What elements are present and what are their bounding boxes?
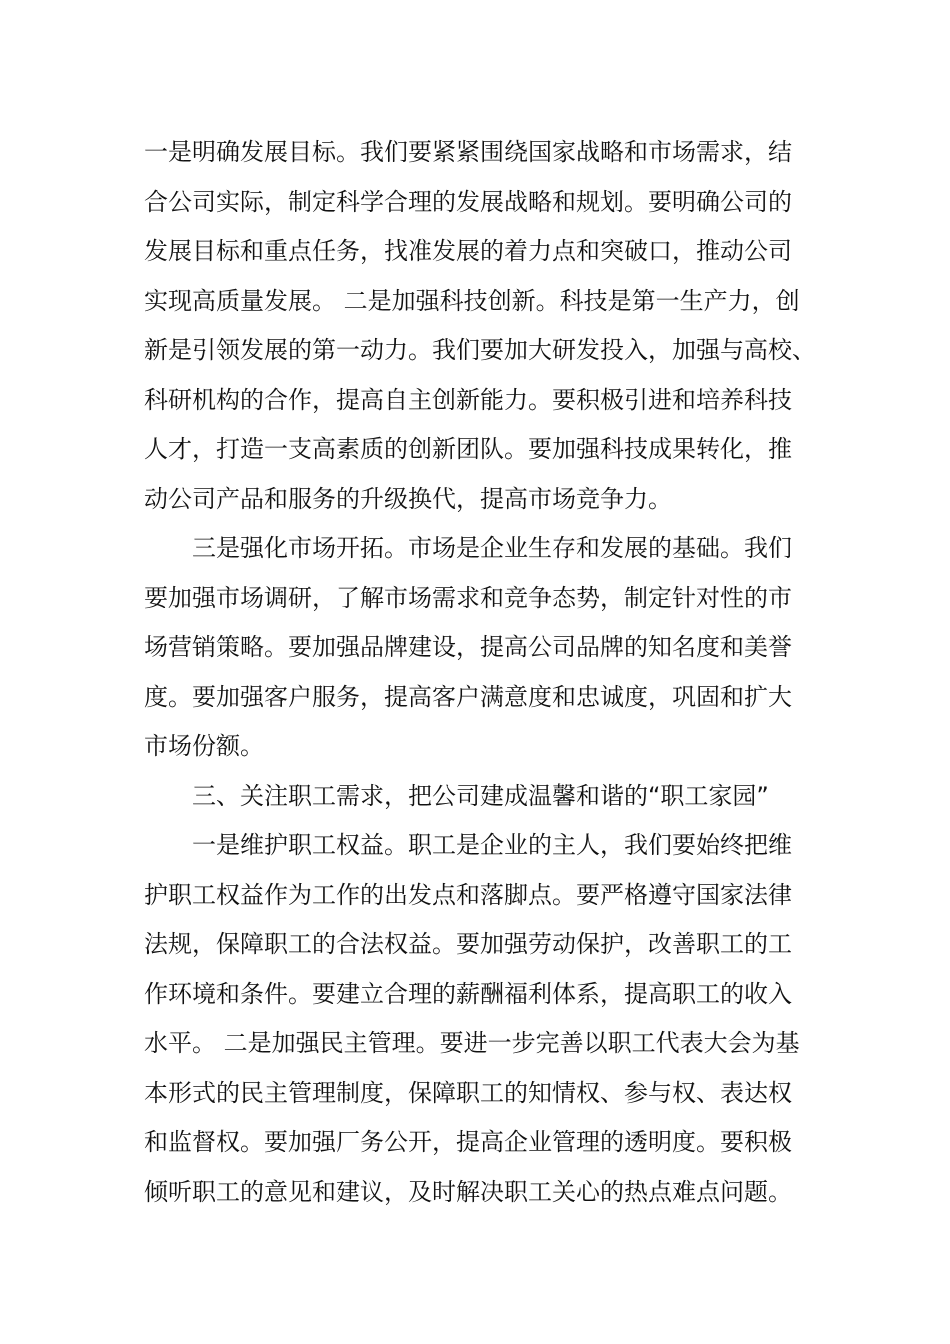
text-line: 本形式的民主管理制度，保障职工的知情权、参与权、表达权 xyxy=(144,1078,792,1107)
text-line: 水平。 二是加强民主管理。要进一步完善以职工代表大会为基 xyxy=(144,1029,800,1057)
text-line: 动公司产品和服务的升级换代，提高市场竞争力。 xyxy=(144,484,672,513)
text-line: 倾听职工的意见和建议，及时解决职工关心的热点难点问题。 xyxy=(144,1177,792,1206)
text-line: 一是明确发展目标。我们要紧紧围绕国家战略和市场需求，结 xyxy=(144,138,792,166)
text-line: 科研机构的合作，提高自主创新能力。要积极引进和培养科技 xyxy=(144,385,792,414)
text-line: 人才，打造一支高素质的创新团队。要加强科技成果转化，推 xyxy=(144,435,792,463)
text-line: 市场份额。 xyxy=(144,732,264,760)
text-line: 护职工权益作为工作的出发点和落脚点。要严格遵守国家法律 xyxy=(144,880,792,909)
body-text xyxy=(144,128,824,1217)
text-line: 新是引领发展的第一动力。我们要加大研发投入，加强与高校、 xyxy=(144,336,816,364)
section-heading: 三、关注职工需求，把公司建成温馨和谐的“职工家园” xyxy=(144,781,769,810)
text-line: 和监督权。要加强厂务公开，提高企业管理的透明度。要积极 xyxy=(144,1128,792,1156)
text-line: 作环境和条件。要建立合理的薪酬福利体系，提高职工的收入 xyxy=(144,979,792,1008)
text-line: 一是维护职工权益。职工是企业的主人，我们要始终把维 xyxy=(144,831,792,859)
text-line: 发展目标和重点任务，找准发展的着力点和突破口，推动公司 xyxy=(144,237,792,265)
text-line: 度。要加强客户服务，提高客户满意度和忠诚度，巩固和扩大 xyxy=(144,682,792,711)
text-line: 法规，保障职工的合法权益。要加强劳动保护，改善职工的工 xyxy=(144,930,792,958)
text-line: 实现高质量发展。 二是加强科技创新。科技是第一生产力，创 xyxy=(144,286,800,315)
text-line: 场营销策略。要加强品牌建设，提高公司品牌的知名度和美誉 xyxy=(144,633,792,661)
text-line: 要加强市场调研，了解市场需求和竞争态势，制定针对性的市 xyxy=(144,583,792,612)
text-line: 合公司实际，制定科学合理的发展战略和规划。要明确公司的 xyxy=(144,187,792,216)
text-line: 三是强化市场开拓。市场是企业生存和发展的基础。我们 xyxy=(144,534,792,562)
